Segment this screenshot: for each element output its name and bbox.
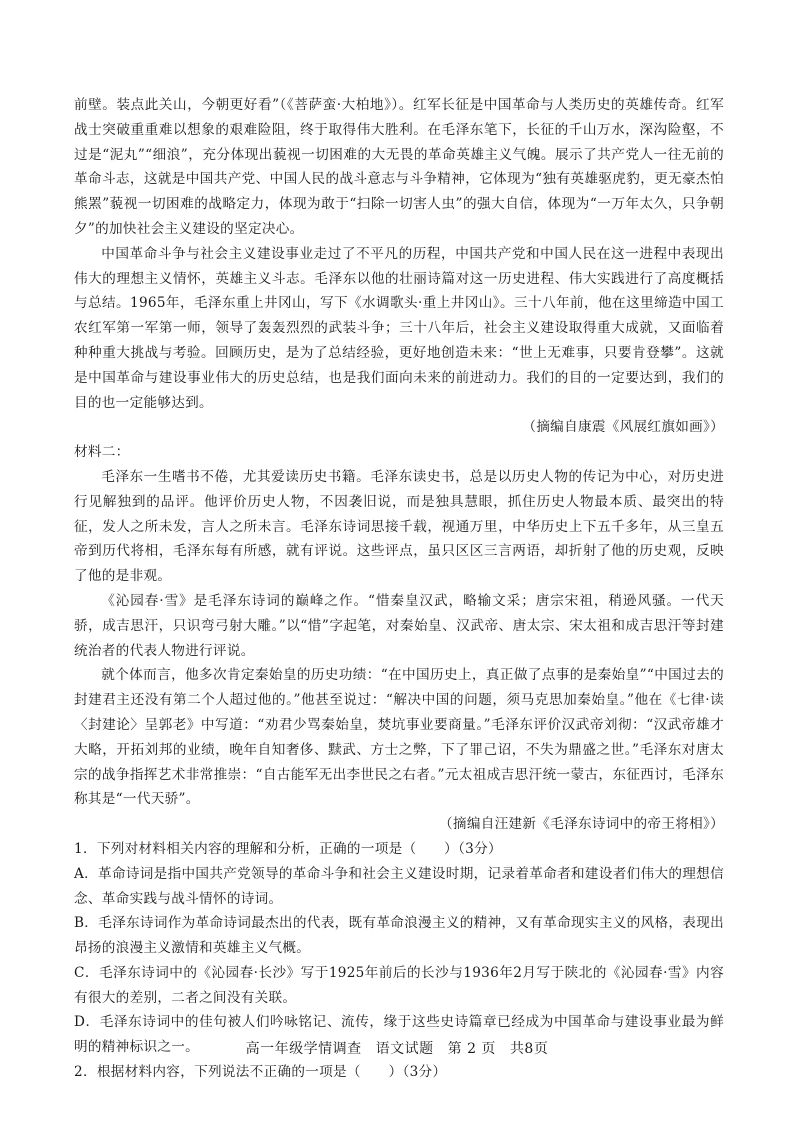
material2-paragraph-2: 《沁园春·雪》是毛泽东诗词的巅峰之作。“惜秦皇汉武，略输文采；唐宗宋祖，稍逊风骚。一代天骄，成吉思汗，只识弯弓射大雕。”以“惜”字起笔，对秦始皇、汉武帝、唐太宗、宋太祖和成吉思汗等封建统治者的代表人物进行评说。 [74,592,724,659]
material1-source: （摘编自康震《风展红旗如画》） [522,419,724,436]
material2-source: （摘编自汪建新《毛泽东诗词中的帝王将相》） [439,816,724,833]
material2-paragraph-1: 毛泽东一生嗜书不倦，尤其爱读历史书籍。毛泽东读史书，总是以历史人物的传记为中心，对历史进行见解独到的品评。他评价历史人物，不因袭旧说，而是独具慧眼，抓住历史人物最本质、最突出的特征，发人之所未发，言人之所未言。毛泽东诗词思接千载，视通万里，中华历史上下五千多年，从三皇五帝到历代将相，毛泽东每有所感，就有评说。这些评点，虽只区区三言两语，却折射了他的历史观，反映了他的是非观。 [74,468,724,585]
question-1-stem: 1．下列对材料相关内容的理解和分析，正确的一项是（ ）（3分） [74,840,502,857]
footer-subject: 语文试题 [375,1041,434,1057]
question-1-option-b: B．毛泽东诗词作为革命诗词最杰出的代表，既有革命浪漫主义的精神，又有革命现实主义的风格，表现出昂扬的浪漫主义激情和英雄主义气概。 [74,915,724,957]
question-2-stem: 2．根据材料内容，下列说法不正确的一项是（ ）（3分） [74,1064,447,1081]
question-1-option-d: D．毛泽东诗词中的佳句被人们吟咏铭记、流传，缘于这些史诗篇章已经成为中国革命与建设事业最为鲜明的精神标识之一。 [74,1014,724,1056]
page-content [74,93,724,1085]
footer-exam-title: 高一年级学情调查 [245,1041,362,1057]
material1-paragraph-2: 中国革命斗争与社会主义建设事业走过了不平凡的历程，中国共产党和中国人民在这一进程中表现出伟大的理想主义情怀，英雄主义斗志。毛泽东以他的壮丽诗篇对这一历史进程、伟大实践进行了高度概括与总结。1965年，毛泽东重上井冈山，写下《水调歌头·重上井冈山》。三十八年前，他在这里缔造中国工农红军第一军第一师，领导了轰轰烈烈的武装斗争；三十八年后，社会主义建设取得重大成就，又面临着种种重大挑战与考验。回顾历史，是为了总结经验，更好地创造未来：“世上无难事，只要肯登攀”。这就是中国革命与建设事业伟大的历史总结，也是我们面向未来的前进动力。我们的目的一定要达到，我们的目的也一定能够达到。 [74,245,724,411]
question-1-option-a: A．革命诗词是指中国共产党领导的革命斗争和社会主义建设时期，记录着革命者和建设者们伟大的理想信念、革命实践与战斗情怀的诗词。 [74,865,724,907]
material2-paragraph-3: 就个体而言，他多次肯定秦始皇的历史功绩：“在中国历史上，真正做了点事的是秦始皇”“中国过去的封建君主还没有第二个人超过他的。”他甚至说过：“解决中国的问题，须马克思加秦始皇。”他在《七律·读〈封建论〉呈郭老》中写道：“劝君少骂秦始皇，焚坑事业要商量。”毛泽东评价汉武帝刘彻：“汉武帝雄才大略，开拓刘邦的业绩，晚年自知奢侈、黩武、方士之弊，下了罪己诏，不失为鼎盛之世。”毛泽东对唐太宗的战争指挥艺术非常推崇：“自古能军无出李世民之右者。”元太祖成吉思汗统一蒙古，东征西讨，毛泽东称其是“一代天骄”。 [74,667,724,808]
page-footer [0,1038,794,1058]
material1-paragraph-tail: 前壁。装点此关山，今朝更好看”（《菩萨蛮·大柏地》）。红军长征是中国革命与人类历史的英雄传奇。红军战士突破重重难以想象的艰难险阻，终于取得伟大胜利。在毛泽东笔下，长征的千山万水，深沟险壑，不过是“泥丸”“细浪”，充分体现出藐视一切困难的大无畏的革命英雄主义气魄。展示了共产党人一往无前的革命斗志，这就是中国共产党、中国人民的战斗意志与斗争精神，它体现为“独有英雄驱虎豹，更无豪杰怕熊罴”藐视一切困难的战略定力，体现为敢于“扫除一切害人虫”的强大自信，体现为“一万年太久，只争朝夕”的加快社会主义建设的坚定决心。 [74,97,724,237]
footer-page-number: 第 2 页 [447,1041,496,1057]
material2-label: 材料二： [74,444,130,461]
question-1-option-c: C．毛泽东诗词中的《沁园春·长沙》写于1925年前后的长沙与1936年2月写于陕北的《沁园春·雪》内容有很大的差别，二者之间没有关联。 [74,964,724,1006]
footer-total-pages: 共8页 [509,1041,549,1057]
